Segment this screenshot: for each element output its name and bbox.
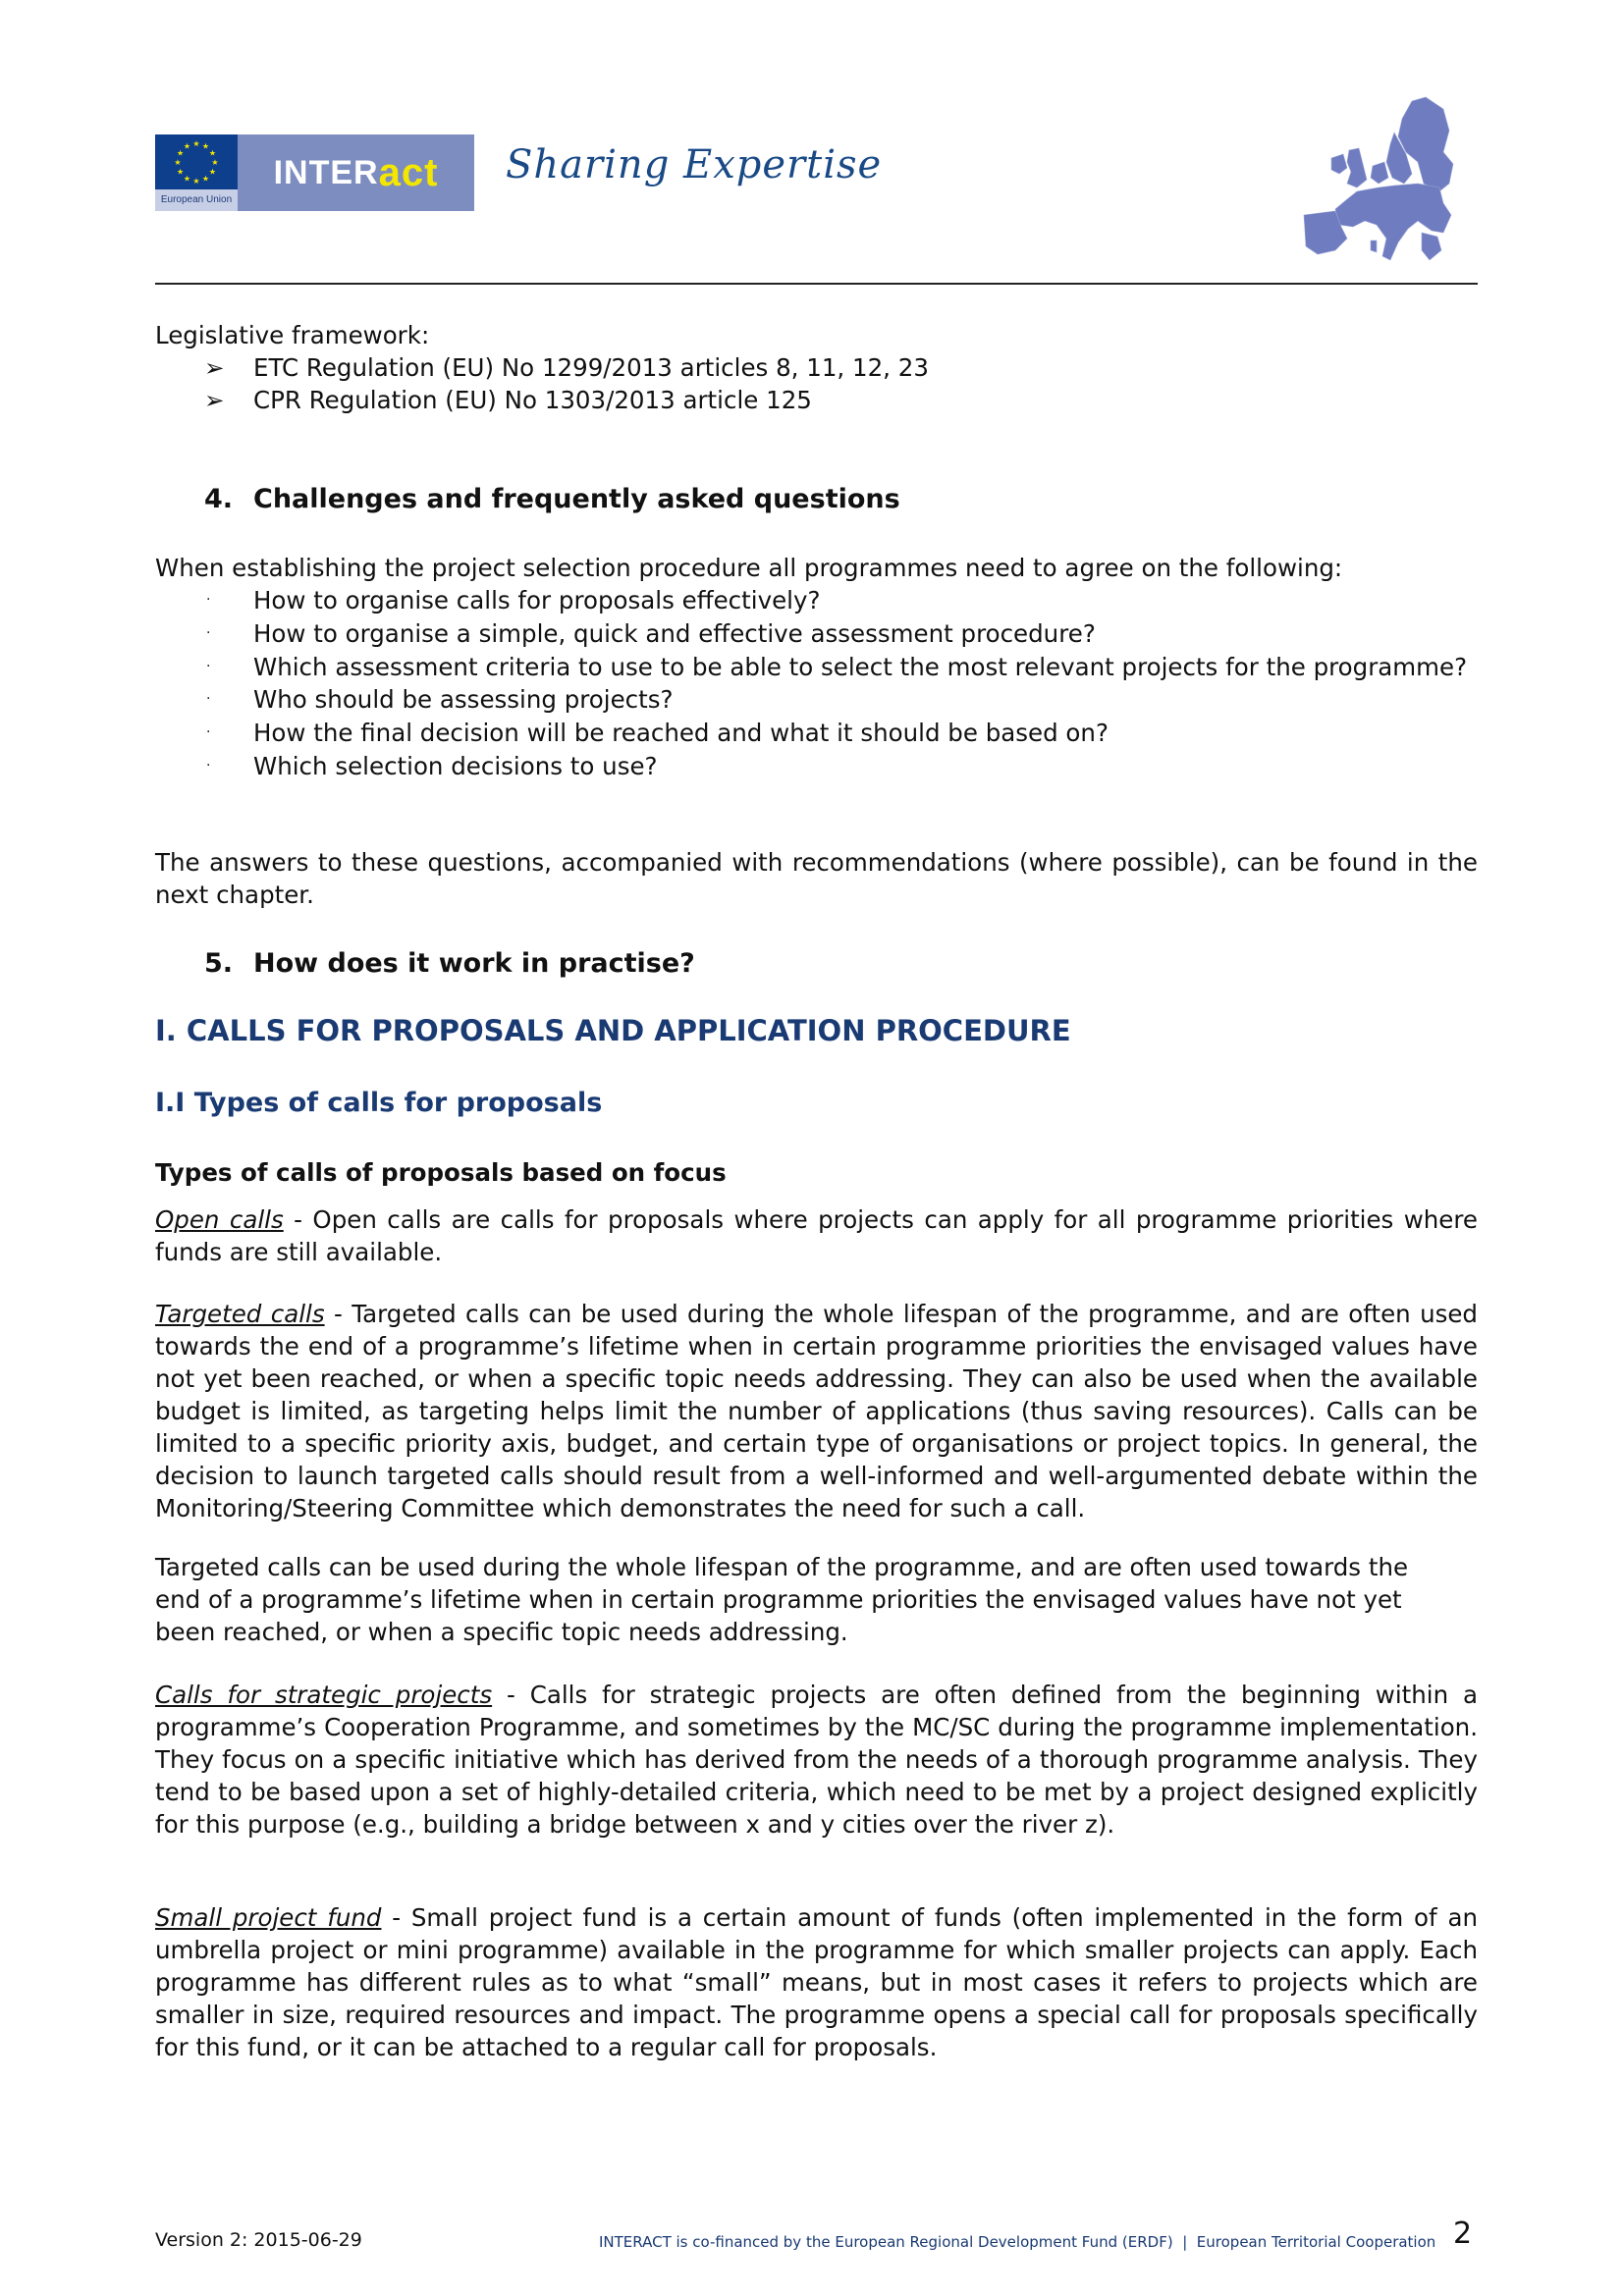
eu-star-icon: ★ — [176, 148, 185, 158]
entry-targeted-calls — [155, 1298, 1478, 1524]
eu-star-icon: ★ — [183, 141, 191, 151]
dot-bullet-icon: · — [206, 592, 211, 608]
eu-stars-icon — [155, 134, 238, 189]
eu-star-icon: ★ — [176, 167, 185, 177]
tagline: Sharing Expertise — [506, 142, 883, 187]
footer-cofinance: INTERACT is co-financed by the European Regional Development Fund (ERDF) | European Territorial Cooperation — [599, 2233, 1436, 2251]
entry-term: Open calls — [155, 1205, 284, 1234]
legislative-item: ➢ CPR Regulation (EU) No 1303/2013 article 125 — [204, 386, 812, 414]
entry-term: Small project fund — [155, 1903, 382, 1932]
entry-small-project-fund — [155, 1901, 1478, 2063]
eu-star-icon: ★ — [201, 141, 210, 151]
interact-logo — [155, 134, 474, 211]
footer-version: Version 2: 2015-06-29 — [155, 2229, 362, 2251]
section-5-heading: 5. How does it work in practise? — [204, 948, 695, 979]
legislative-list — [155, 351, 1478, 416]
legislative-title: Legislative framework: — [155, 321, 430, 349]
faq-item: · How to organise calls for proposals effectively? — [206, 586, 821, 614]
eu-star-icon: ★ — [183, 174, 191, 184]
eu-star-icon: ★ — [192, 177, 200, 186]
dot-bullet-icon: · — [206, 691, 211, 707]
entry-term: Targeted calls — [155, 1300, 325, 1328]
entry-text: - Open calls are calls for proposals where projects can apply for all programme priorities where funds are still available. — [155, 1205, 1478, 1266]
dot-bullet-icon: · — [206, 625, 211, 641]
dot-bullet-icon: · — [206, 659, 211, 674]
arrow-bullet-icon: ➢ — [204, 386, 225, 414]
eu-star-icon: ★ — [174, 158, 182, 167]
faq-item: · How to organise a simple, quick and effective assessment procedure? — [206, 619, 1096, 648]
section-4-closing: The answers to these questions, accompanied with recommendations (where possible), can be found in the next chapter. — [155, 848, 1478, 909]
entry-text: Targeted calls can be used during the whole lifespan of the programme, and are often used towards the end of a programme’s lifetime when in certain programme priorities the envisaged values have not yet been reached, or when a specific topic needs addressing. — [155, 1553, 1409, 1646]
arrow-bullet-icon: ➢ — [204, 353, 225, 382]
entry-text: - Targeted calls can be used during the whole lifespan of the programme, and are often used towards the end of a programme’s lifetime when in certain programme priorities the envisaged values have not yet been reached, or when a specific topic needs addressing. They can also be used when the available budget is limited, as targeting helps limit the number of applications (thus saving resources). Calls can be limited to a specific priority axis, budget, and certain type of organisations or project topics. In general, the decision to launch targeted calls should result from a well-informed and well-argumented debate within the Monitoring/Steering Committee which demonstrates the need for such a call. — [155, 1300, 1478, 1522]
entry-term: Calls for strategic projects — [155, 1681, 493, 1709]
faq-item: · Who should be assessing projects? — [206, 685, 674, 714]
chapter-subtitle: I.I Types of calls for proposals — [155, 1088, 603, 1118]
chapter-subheading: Types of calls of proposals based on focus — [155, 1158, 727, 1187]
entry-text: - Calls for strategic projects are often defined from the beginning within a programme’s Cooperation Programme, and sometimes by the MC/SC during the programme implementation. They focus on a specific initiative which has derived from the needs of a thorough programme analysis. They tend to be based upon a set of highly-detailed criteria, which need to be met by a project designed explicitly for this purpose (e.g., building a bridge between x and y cities over the river z). — [155, 1681, 1478, 1839]
faq-item: · Which selection decisions to use? — [206, 752, 658, 780]
eu-star-icon: ★ — [208, 167, 217, 177]
chapter-title: I. CALLS FOR PROPOSALS AND APPLICATION PROCEDURE — [155, 1014, 1071, 1047]
brand-act: act — [378, 150, 439, 194]
brand-inter: INTER — [273, 153, 379, 191]
section-4-heading: 4. Challenges and frequently asked questions — [204, 484, 900, 514]
entry-strategic-projects — [155, 1679, 1478, 1841]
eu-label: European Union — [155, 189, 238, 211]
brand-wordmark — [238, 134, 474, 211]
faq-item: · Which assessment criteria to use to be able to select the most relevant projects for the programme? — [206, 653, 1468, 681]
legislative-item: ➢ ETC Regulation (EU) No 1299/2013 articles 8, 11, 12, 23 — [204, 353, 929, 382]
entry-open-calls — [155, 1203, 1478, 1268]
europe-map-icon — [1296, 93, 1483, 275]
header-divider — [155, 283, 1478, 285]
entry-text: - Small project fund is a certain amount of funds (often implemented in the form of an umbrella project or mini programme) available in the programme for which smaller projects can apply. Each programme has different rules as to what “small” means, but in most cases it refers to projects which are smaller in size, required resources and impact. The programme opens a special call for proposals specifically for this fund, or it can be attached to a regular call for proposals. — [155, 1903, 1478, 2061]
eu-star-icon: ★ — [208, 148, 217, 158]
eu-flag — [155, 134, 238, 211]
entry-targeted-calls-repeat — [155, 1551, 1451, 1648]
faq-list — [155, 584, 1478, 782]
page-number: 2 — [1453, 2216, 1473, 2251]
eu-star-icon: ★ — [211, 158, 219, 167]
eu-star-icon: ★ — [192, 139, 200, 148]
section-4-intro: When establishing the project selection procedure all programmes need to agree on the following: — [155, 554, 1343, 582]
dot-bullet-icon: · — [206, 724, 211, 740]
faq-item: · How the final decision will be reached and what it should be based on? — [206, 719, 1109, 747]
eu-star-icon: ★ — [201, 174, 210, 184]
dot-bullet-icon: · — [206, 758, 211, 774]
